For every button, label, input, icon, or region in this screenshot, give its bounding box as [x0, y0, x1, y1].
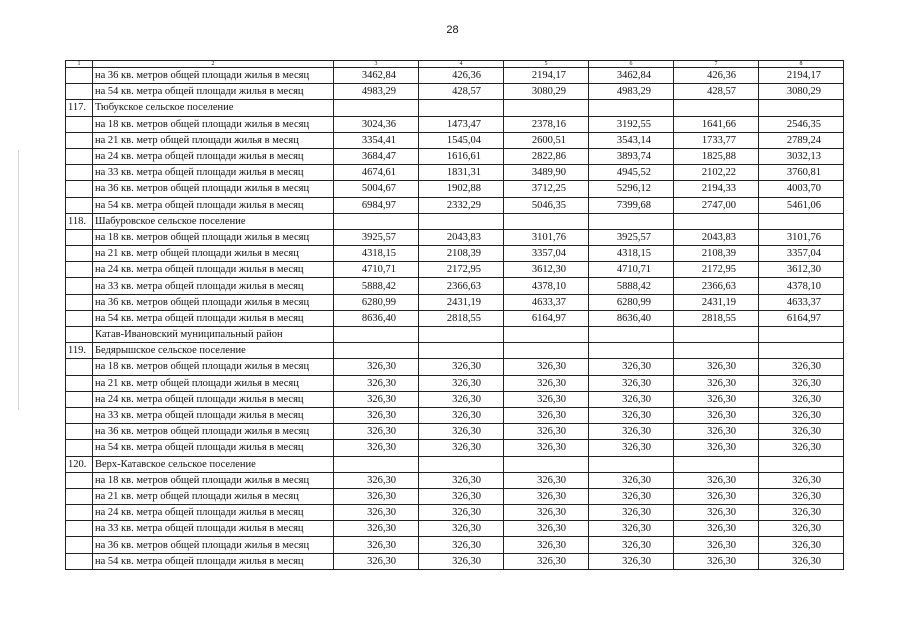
value-cell-col-5: 2600,51	[504, 132, 589, 148]
column-number-3: 3	[334, 61, 419, 68]
row-index-cell	[66, 262, 93, 278]
value-cell-col-6: 3543,14	[589, 132, 674, 148]
section-row	[66, 213, 844, 229]
column-number-8: 8	[759, 61, 844, 68]
column-number-7: 7	[674, 61, 759, 68]
value-cell-col-7: 326,30	[674, 440, 759, 456]
empty-cell	[419, 100, 504, 116]
value-cell-col-3: 3684,47	[334, 148, 419, 164]
value-cell-col-8: 326,30	[759, 375, 844, 391]
column-number-2: 2	[93, 61, 334, 68]
value-cell-col-3: 3024,36	[334, 116, 419, 132]
value-cell-col-4: 326,30	[419, 391, 504, 407]
value-cell-col-7: 2818,55	[674, 310, 759, 326]
value-cell-col-8: 3080,29	[759, 84, 844, 100]
empty-cell	[334, 213, 419, 229]
value-cell-col-8: 326,30	[759, 521, 844, 537]
value-cell-col-5: 326,30	[504, 472, 589, 488]
empty-cell	[759, 100, 844, 116]
value-cell-col-6: 4318,15	[589, 246, 674, 262]
row-index-cell	[66, 424, 93, 440]
value-cell-col-4: 426,36	[419, 68, 504, 84]
value-cell-col-6: 3192,55	[589, 116, 674, 132]
value-cell-col-5: 3489,90	[504, 165, 589, 181]
value-cell-col-5: 326,30	[504, 359, 589, 375]
value-cell-col-5: 2378,16	[504, 116, 589, 132]
value-cell-col-8: 6164,97	[759, 310, 844, 326]
value-cell-col-4: 2108,39	[419, 246, 504, 262]
district-name: Катав-Ивановский муниципальный район	[93, 327, 334, 343]
value-cell-col-3: 326,30	[334, 440, 419, 456]
empty-cell	[674, 327, 759, 343]
row-index-cell	[66, 375, 93, 391]
empty-cell	[504, 327, 589, 343]
value-cell-col-5: 326,30	[504, 440, 589, 456]
table-row	[66, 278, 844, 294]
table-body	[66, 61, 844, 570]
value-cell-col-4: 1545,04	[419, 132, 504, 148]
table-row	[66, 294, 844, 310]
row-label: на 33 кв. метра общей площади жилья в месяц	[93, 521, 334, 537]
row-index-cell	[66, 553, 93, 569]
empty-cell	[589, 327, 674, 343]
row-label: на 36 кв. метров общей площади жилья в месяц	[93, 424, 334, 440]
value-cell-col-3: 326,30	[334, 553, 419, 569]
column-number-row	[66, 61, 844, 68]
column-number-6: 6	[589, 61, 674, 68]
section-index	[66, 327, 93, 343]
value-cell-col-7: 2043,83	[674, 229, 759, 245]
row-label: на 18 кв. метров общей площади жилья в месяц	[93, 472, 334, 488]
value-cell-col-3: 3925,57	[334, 229, 419, 245]
value-cell-col-5: 326,30	[504, 375, 589, 391]
row-label: на 54 кв. метра общей площади жилья в месяц	[93, 440, 334, 456]
settlement-name: Шабуровское сельское поселение	[93, 213, 334, 229]
value-cell-col-3: 4674,61	[334, 165, 419, 181]
value-cell-col-6: 4945,52	[589, 165, 674, 181]
table-row	[66, 537, 844, 553]
value-cell-col-6: 4710,71	[589, 262, 674, 278]
table-row	[66, 424, 844, 440]
value-cell-col-7: 2194,33	[674, 181, 759, 197]
row-label: на 24 кв. метра общей площади жилья в месяц	[93, 391, 334, 407]
row-index-cell	[66, 391, 93, 407]
value-cell-col-6: 326,30	[589, 521, 674, 537]
row-index-cell	[66, 132, 93, 148]
row-index-cell	[66, 148, 93, 164]
row-label: на 36 кв. метров общей площади жилья в месяц	[93, 537, 334, 553]
table-row	[66, 440, 844, 456]
table-row	[66, 165, 844, 181]
row-index-cell	[66, 197, 93, 213]
value-cell-col-6: 326,30	[589, 488, 674, 504]
row-index-cell	[66, 229, 93, 245]
value-cell-col-5: 326,30	[504, 553, 589, 569]
value-cell-col-3: 4710,71	[334, 262, 419, 278]
row-index-cell	[66, 165, 93, 181]
row-label: на 36 кв. метров общей площади жилья в месяц	[93, 68, 334, 84]
empty-cell	[589, 213, 674, 229]
value-cell-col-7: 326,30	[674, 407, 759, 423]
empty-cell	[419, 343, 504, 359]
row-label: на 54 кв. метра общей площади жилья в месяц	[93, 197, 334, 213]
value-cell-col-8: 4633,37	[759, 294, 844, 310]
section-row	[66, 456, 844, 472]
value-cell-col-8: 4378,10	[759, 278, 844, 294]
value-cell-col-8: 3032,13	[759, 148, 844, 164]
table-row	[66, 181, 844, 197]
value-cell-col-6: 4983,29	[589, 84, 674, 100]
row-label: на 21 кв. метр общей площади жилья в месяц	[93, 375, 334, 391]
value-cell-col-7: 1825,88	[674, 148, 759, 164]
value-cell-col-6: 6280,99	[589, 294, 674, 310]
value-cell-col-5: 326,30	[504, 407, 589, 423]
value-cell-col-3: 8636,40	[334, 310, 419, 326]
settlement-name: Бедярышское сельское поселение	[93, 343, 334, 359]
value-cell-col-3: 6280,99	[334, 294, 419, 310]
value-cell-col-7: 326,30	[674, 375, 759, 391]
page-number: 28	[446, 24, 459, 36]
row-index-cell	[66, 68, 93, 84]
value-cell-col-7: 326,30	[674, 424, 759, 440]
value-cell-col-8: 326,30	[759, 488, 844, 504]
value-cell-col-5: 4633,37	[504, 294, 589, 310]
section-row	[66, 100, 844, 116]
value-cell-col-7: 326,30	[674, 472, 759, 488]
section-index: 118.	[66, 213, 93, 229]
empty-cell	[589, 456, 674, 472]
value-cell-col-5: 3612,30	[504, 262, 589, 278]
value-cell-col-6: 326,30	[589, 440, 674, 456]
value-cell-col-4: 2366,63	[419, 278, 504, 294]
value-cell-col-8: 326,30	[759, 424, 844, 440]
table-row	[66, 505, 844, 521]
empty-cell	[589, 100, 674, 116]
value-cell-col-6: 326,30	[589, 359, 674, 375]
value-cell-col-3: 326,30	[334, 472, 419, 488]
value-cell-col-6: 326,30	[589, 537, 674, 553]
column-number-4: 4	[419, 61, 504, 68]
value-cell-col-8: 326,30	[759, 407, 844, 423]
value-cell-col-4: 2431,19	[419, 294, 504, 310]
row-index-cell	[66, 488, 93, 504]
row-label: на 33 кв. метра общей площади жилья в месяц	[93, 165, 334, 181]
value-cell-col-5: 326,30	[504, 521, 589, 537]
value-cell-col-4: 2172,95	[419, 262, 504, 278]
value-cell-col-8: 2789,24	[759, 132, 844, 148]
value-cell-col-7: 326,30	[674, 359, 759, 375]
value-cell-col-6: 3893,74	[589, 148, 674, 164]
value-cell-col-7: 326,30	[674, 553, 759, 569]
district-row	[66, 327, 844, 343]
value-cell-col-7: 428,57	[674, 84, 759, 100]
value-cell-col-4: 1616,61	[419, 148, 504, 164]
value-cell-col-6: 7399,68	[589, 197, 674, 213]
value-cell-col-7: 1641,66	[674, 116, 759, 132]
empty-cell	[759, 456, 844, 472]
table-row	[66, 375, 844, 391]
value-cell-col-8: 3612,30	[759, 262, 844, 278]
section-index: 117.	[66, 100, 93, 116]
value-cell-col-4: 2818,55	[419, 310, 504, 326]
value-cell-col-3: 326,30	[334, 407, 419, 423]
section-index: 120.	[66, 456, 93, 472]
row-label: на 24 кв. метра общей площади жилья в месяц	[93, 148, 334, 164]
row-label: на 21 кв. метр общей площади жилья в месяц	[93, 246, 334, 262]
table-row	[66, 132, 844, 148]
value-cell-col-8: 326,30	[759, 359, 844, 375]
value-cell-col-4: 1831,31	[419, 165, 504, 181]
value-cell-col-4: 1473,47	[419, 116, 504, 132]
table-row	[66, 197, 844, 213]
value-cell-col-3: 326,30	[334, 391, 419, 407]
value-cell-col-4: 326,30	[419, 424, 504, 440]
value-cell-col-3: 4983,29	[334, 84, 419, 100]
value-cell-col-4: 2043,83	[419, 229, 504, 245]
value-cell-col-4: 326,30	[419, 505, 504, 521]
column-number-1: 1	[66, 61, 93, 68]
value-cell-col-8: 2546,35	[759, 116, 844, 132]
value-cell-col-3: 6984,97	[334, 197, 419, 213]
value-cell-col-5: 3357,04	[504, 246, 589, 262]
value-cell-col-6: 326,30	[589, 472, 674, 488]
table-row	[66, 359, 844, 375]
table-row	[66, 407, 844, 423]
tariff-table-container	[65, 60, 843, 570]
value-cell-col-3: 3354,41	[334, 132, 419, 148]
empty-cell	[334, 327, 419, 343]
value-cell-col-7: 1733,77	[674, 132, 759, 148]
value-cell-col-4: 326,30	[419, 472, 504, 488]
value-cell-col-6: 5888,42	[589, 278, 674, 294]
value-cell-col-5: 326,30	[504, 391, 589, 407]
empty-cell	[589, 343, 674, 359]
table-row	[66, 391, 844, 407]
value-cell-col-5: 4378,10	[504, 278, 589, 294]
value-cell-col-4: 326,30	[419, 553, 504, 569]
row-index-cell	[66, 440, 93, 456]
empty-cell	[674, 456, 759, 472]
value-cell-col-4: 326,30	[419, 537, 504, 553]
value-cell-col-5: 326,30	[504, 537, 589, 553]
empty-cell	[419, 213, 504, 229]
empty-cell	[504, 100, 589, 116]
value-cell-col-4: 326,30	[419, 521, 504, 537]
value-cell-col-6: 326,30	[589, 391, 674, 407]
empty-cell	[759, 327, 844, 343]
value-cell-col-3: 326,30	[334, 488, 419, 504]
value-cell-col-7: 326,30	[674, 505, 759, 521]
scan-margin-line	[18, 150, 19, 410]
value-cell-col-7: 2172,95	[674, 262, 759, 278]
empty-cell	[334, 456, 419, 472]
value-cell-col-3: 4318,15	[334, 246, 419, 262]
value-cell-col-8: 326,30	[759, 472, 844, 488]
table-row	[66, 472, 844, 488]
row-index-cell	[66, 84, 93, 100]
row-index-cell	[66, 359, 93, 375]
value-cell-col-4: 326,30	[419, 375, 504, 391]
value-cell-col-8: 2194,17	[759, 68, 844, 84]
value-cell-col-6: 326,30	[589, 407, 674, 423]
row-index-cell	[66, 521, 93, 537]
table-row	[66, 68, 844, 84]
row-index-cell	[66, 246, 93, 262]
section-index: 119.	[66, 343, 93, 359]
row-index-cell	[66, 294, 93, 310]
table-row	[66, 246, 844, 262]
value-cell-col-8: 3760,81	[759, 165, 844, 181]
value-cell-col-7: 2747,00	[674, 197, 759, 213]
value-cell-col-5: 326,30	[504, 424, 589, 440]
value-cell-col-6: 326,30	[589, 553, 674, 569]
empty-cell	[334, 100, 419, 116]
row-label: на 24 кв. метра общей площади жилья в месяц	[93, 262, 334, 278]
row-label: на 21 кв. метр общей площади жилья в месяц	[93, 132, 334, 148]
table-row	[66, 116, 844, 132]
value-cell-col-7: 326,30	[674, 391, 759, 407]
row-index-cell	[66, 181, 93, 197]
empty-cell	[674, 213, 759, 229]
value-cell-col-5: 3712,25	[504, 181, 589, 197]
value-cell-col-7: 326,30	[674, 488, 759, 504]
empty-cell	[759, 213, 844, 229]
value-cell-col-7: 326,30	[674, 537, 759, 553]
row-label: на 54 кв. метра общей площади жилья в месяц	[93, 553, 334, 569]
value-cell-col-6: 326,30	[589, 424, 674, 440]
value-cell-col-4: 326,30	[419, 440, 504, 456]
table-row	[66, 521, 844, 537]
row-label: на 54 кв. метра общей площади жилья в месяц	[93, 310, 334, 326]
row-index-cell	[66, 310, 93, 326]
tariff-table	[65, 60, 844, 570]
table-row	[66, 488, 844, 504]
row-label: на 54 кв. метра общей площади жилья в месяц	[93, 84, 334, 100]
empty-cell	[504, 213, 589, 229]
empty-cell	[674, 100, 759, 116]
row-index-cell	[66, 537, 93, 553]
empty-cell	[759, 343, 844, 359]
value-cell-col-8: 326,30	[759, 537, 844, 553]
value-cell-col-4: 326,30	[419, 359, 504, 375]
table-row	[66, 310, 844, 326]
value-cell-col-5: 2194,17	[504, 68, 589, 84]
value-cell-col-7: 2366,63	[674, 278, 759, 294]
row-label: на 36 кв. метров общей площади жилья в месяц	[93, 294, 334, 310]
value-cell-col-8: 4003,70	[759, 181, 844, 197]
value-cell-col-5: 326,30	[504, 505, 589, 521]
value-cell-col-4: 1902,88	[419, 181, 504, 197]
value-cell-col-5: 2822,86	[504, 148, 589, 164]
value-cell-col-4: 326,30	[419, 407, 504, 423]
row-index-cell	[66, 278, 93, 294]
value-cell-col-7: 2102,22	[674, 165, 759, 181]
value-cell-col-7: 326,30	[674, 521, 759, 537]
row-label: на 33 кв. метра общей площади жилья в месяц	[93, 278, 334, 294]
value-cell-col-6: 8636,40	[589, 310, 674, 326]
value-cell-col-6: 326,30	[589, 505, 674, 521]
row-index-cell	[66, 407, 93, 423]
value-cell-col-5: 5046,35	[504, 197, 589, 213]
section-row	[66, 343, 844, 359]
value-cell-col-6: 326,30	[589, 375, 674, 391]
value-cell-col-8: 3101,76	[759, 229, 844, 245]
empty-cell	[334, 343, 419, 359]
column-number-5: 5	[504, 61, 589, 68]
value-cell-col-8: 326,30	[759, 391, 844, 407]
empty-cell	[504, 456, 589, 472]
value-cell-col-5: 326,30	[504, 488, 589, 504]
value-cell-col-8: 326,30	[759, 553, 844, 569]
value-cell-col-7: 426,36	[674, 68, 759, 84]
row-index-cell	[66, 116, 93, 132]
value-cell-col-8: 5461,06	[759, 197, 844, 213]
value-cell-col-3: 326,30	[334, 537, 419, 553]
row-label: на 36 кв. метров общей площади жилья в месяц	[93, 181, 334, 197]
empty-cell	[419, 327, 504, 343]
value-cell-col-5: 6164,97	[504, 310, 589, 326]
value-cell-col-3: 326,30	[334, 505, 419, 521]
value-cell-col-8: 3357,04	[759, 246, 844, 262]
settlement-name: Тюбукское сельское поселение	[93, 100, 334, 116]
value-cell-col-6: 3925,57	[589, 229, 674, 245]
value-cell-col-3: 326,30	[334, 375, 419, 391]
empty-cell	[419, 456, 504, 472]
value-cell-col-8: 326,30	[759, 440, 844, 456]
value-cell-col-3: 326,30	[334, 359, 419, 375]
empty-cell	[674, 343, 759, 359]
row-label: на 21 кв. метр общей площади жилья в месяц	[93, 488, 334, 504]
row-label: на 33 кв. метра общей площади жилья в месяц	[93, 407, 334, 423]
row-label: на 18 кв. метров общей площади жилья в месяц	[93, 359, 334, 375]
row-label: на 24 кв. метра общей площади жилья в месяц	[93, 505, 334, 521]
empty-cell	[504, 343, 589, 359]
table-row	[66, 262, 844, 278]
table-row	[66, 553, 844, 569]
table-row	[66, 148, 844, 164]
settlement-name: Верх-Катавское сельское поселение	[93, 456, 334, 472]
value-cell-col-7: 2108,39	[674, 246, 759, 262]
value-cell-col-5: 3101,76	[504, 229, 589, 245]
value-cell-col-3: 5888,42	[334, 278, 419, 294]
value-cell-col-8: 326,30	[759, 505, 844, 521]
row-label: на 18 кв. метров общей площади жилья в месяц	[93, 229, 334, 245]
value-cell-col-3: 3462,84	[334, 68, 419, 84]
value-cell-col-3: 326,30	[334, 424, 419, 440]
table-row	[66, 84, 844, 100]
row-label: на 18 кв. метров общей площади жилья в месяц	[93, 116, 334, 132]
row-index-cell	[66, 505, 93, 521]
value-cell-col-6: 5296,12	[589, 181, 674, 197]
value-cell-col-4: 326,30	[419, 488, 504, 504]
table-row	[66, 229, 844, 245]
row-index-cell	[66, 472, 93, 488]
value-cell-col-4: 2332,29	[419, 197, 504, 213]
value-cell-col-7: 2431,19	[674, 294, 759, 310]
value-cell-col-3: 326,30	[334, 521, 419, 537]
value-cell-col-6: 3462,84	[589, 68, 674, 84]
value-cell-col-3: 5004,67	[334, 181, 419, 197]
value-cell-col-5: 3080,29	[504, 84, 589, 100]
value-cell-col-4: 428,57	[419, 84, 504, 100]
